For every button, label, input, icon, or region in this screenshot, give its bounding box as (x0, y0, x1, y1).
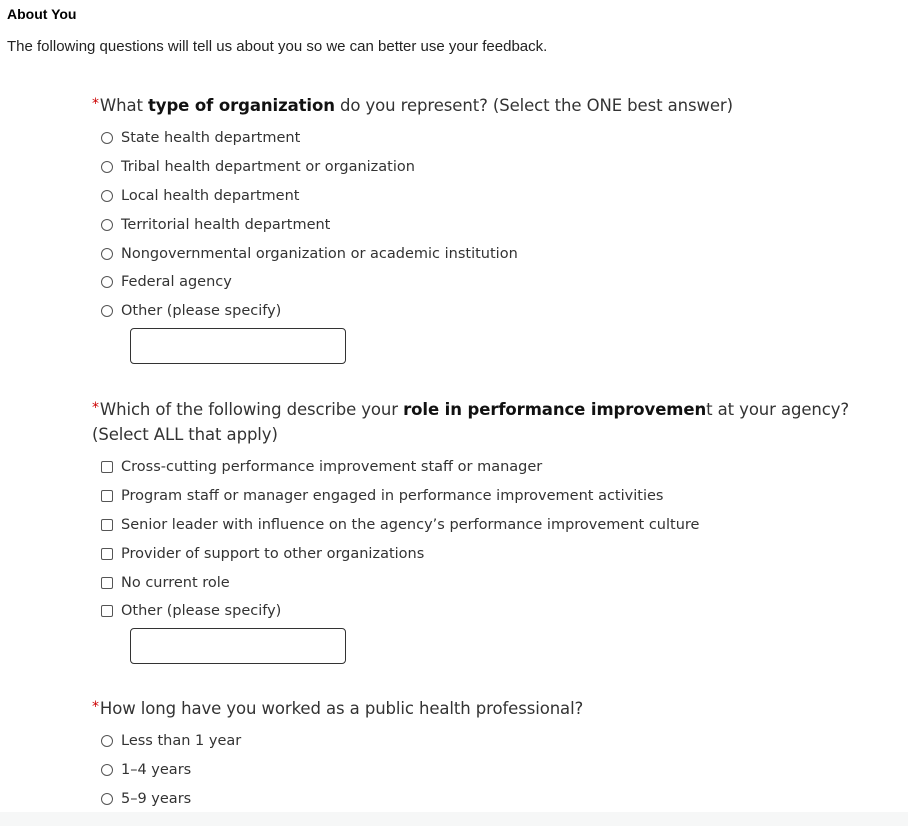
option-local-health-department[interactable] (101, 182, 904, 211)
other-specify-input[interactable] (130, 628, 346, 664)
option-nongovernmental-organization[interactable] (101, 239, 904, 268)
option-label: Other (please specify) (121, 303, 282, 320)
checkbox[interactable] (101, 519, 113, 531)
option-other[interactable] (101, 297, 904, 326)
radio-button[interactable] (101, 248, 113, 260)
option-federal-agency[interactable] (101, 268, 904, 297)
option-label: Senior leader with influence on the agency’s performance improvement culture (121, 516, 700, 533)
radio-button[interactable] (101, 793, 113, 805)
radio-button[interactable] (101, 764, 113, 776)
question-years-worked (92, 695, 904, 813)
option-less-than-1-year[interactable] (101, 727, 904, 756)
question-title (92, 695, 904, 721)
required-asterisk: * (92, 400, 99, 416)
option-label: Territorial health department (121, 216, 331, 233)
question-performance-improvement-role (92, 396, 904, 664)
option-5-9-years[interactable] (101, 785, 904, 814)
radio-button[interactable] (101, 219, 113, 231)
option-label: Nongovernmental organization or academic institution (121, 245, 518, 262)
radio-button[interactable] (101, 305, 113, 317)
option-senior-leader[interactable] (101, 511, 904, 540)
radio-button[interactable] (101, 132, 113, 144)
option-1-4-years[interactable] (101, 756, 904, 785)
section-title: About You (7, 6, 77, 22)
option-state-health-department[interactable] (101, 124, 904, 153)
option-label: 1–4 years (121, 762, 192, 779)
radio-button[interactable] (101, 276, 113, 288)
question-title-text: Which of the following describe your (99, 400, 404, 419)
option-label: 5–9 years (121, 790, 192, 807)
option-cross-cutting-staff[interactable] (101, 453, 904, 482)
checkbox[interactable] (101, 490, 113, 502)
other-specify-input[interactable] (130, 328, 346, 364)
question-title-text: What (99, 96, 149, 115)
option-label: Provider of support to other organizations (121, 545, 425, 562)
page-bottom-strip (0, 812, 908, 826)
radio-button[interactable] (101, 735, 113, 747)
required-asterisk: * (92, 96, 99, 112)
required-asterisk: * (92, 699, 99, 715)
checkbox[interactable] (101, 461, 113, 473)
option-label: Federal agency (121, 274, 232, 291)
question-title-emphasis: role in performance improvemen (403, 400, 707, 419)
option-label: Less than 1 year (121, 733, 242, 750)
radio-button[interactable] (101, 161, 113, 173)
radio-button[interactable] (101, 190, 113, 202)
option-label: Program staff or manager engaged in performance improvement activities (121, 488, 664, 505)
option-tribal-health-department[interactable] (101, 153, 904, 182)
section-description: The following questions will tell us about you so we can better use your feedback. (7, 38, 548, 55)
option-program-staff[interactable] (101, 482, 904, 511)
option-support-provider[interactable] (101, 539, 904, 568)
checkbox[interactable] (101, 605, 113, 617)
question-title-text: t at your agency? (Select ALL that apply) (92, 400, 850, 444)
option-territorial-health-department[interactable] (101, 210, 904, 239)
option-label: No current role (121, 574, 230, 591)
question-title (92, 92, 904, 118)
question-title-emphasis: type of organization (148, 96, 335, 115)
options-list (101, 453, 904, 664)
option-label: State health department (121, 130, 301, 147)
option-other[interactable] (101, 597, 904, 626)
option-label: Other (please specify) (121, 603, 282, 620)
option-label: Cross-cutting performance improvement staff or manager (121, 459, 543, 476)
question-title-text: How long have you worked as a public health professional? (99, 699, 584, 718)
checkbox[interactable] (101, 577, 113, 589)
option-no-current-role[interactable] (101, 568, 904, 597)
checkbox[interactable] (101, 548, 113, 560)
question-organization-type (92, 92, 904, 364)
options-list (101, 124, 904, 364)
options-list (101, 727, 904, 813)
option-label: Local health department (121, 187, 300, 204)
option-label: Tribal health department or organization (121, 159, 415, 176)
question-title-text: do you represent? (Select the ONE best answer) (334, 96, 733, 115)
question-title (92, 396, 904, 447)
